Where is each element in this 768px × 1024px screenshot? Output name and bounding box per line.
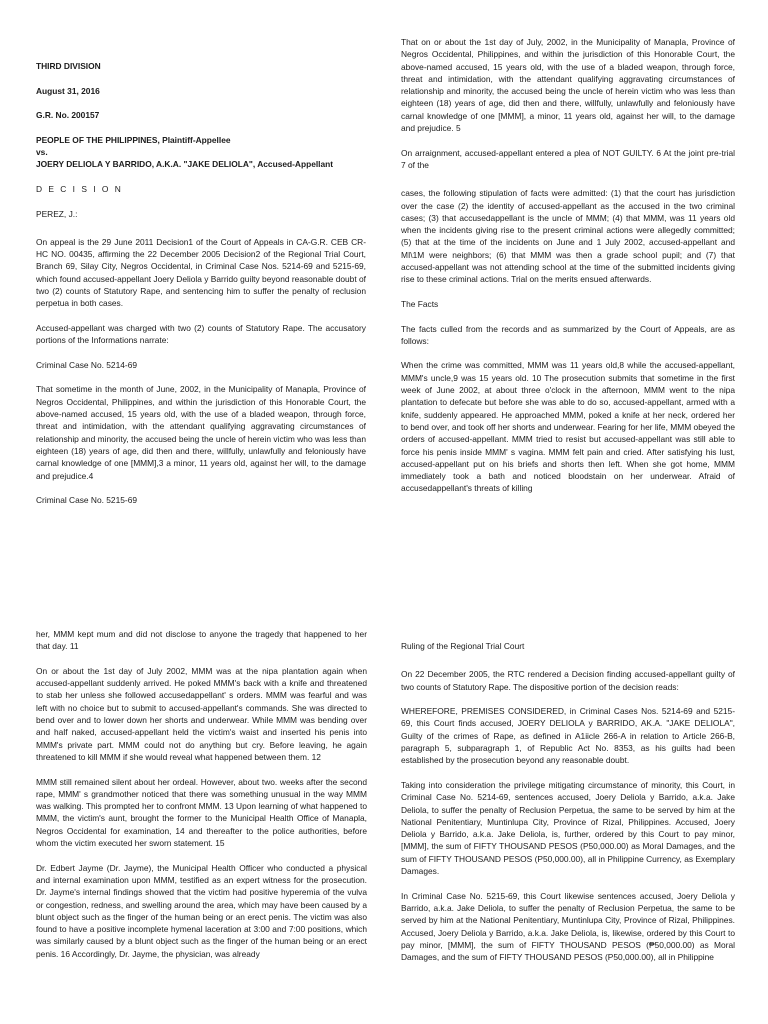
paragraph: That on or about the 1st day of July, 2002, in the Municipality of Manapla, Province of Negros Occidental, Philippines, and within the jurisdiction of this Honorable Court, the above-named accused, 15 years old, with the use of a bladed weapon, through force, threat and intimidation, with the attendant qualifying aggravating circumstances of relationship and minority, the accused being the uncle of herein victim who was less than eighteen (18) years of age, did then and there, willfully, unlawfully and feloniously have carnal knowledge of one [MMM], a minor, 11 years old, against her will, to the damage and prejudice. 5 xyxy=(401,37,735,134)
paragraph: WHEREFORE, PREMISES CONSIDERED, in Criminal Cases Nos. 5214-69 and 5215-69, this Court finds accused, JOERY DELIOLA y BARRIDO, AK.A. "JAKE DELIOLA", Guilty of the crimes of Rape, as defined in A1iicle 266-A in relation to Article 266-B, paragraph 5, subparagraph 1, of Republic Act No. 8353, as his guilts had been established by the prosecution beyond any reasonable doubt. xyxy=(401,706,735,766)
section-heading: Ruling of the Regional Trial Court xyxy=(401,641,525,651)
gr-number: G.R. No. 200157 xyxy=(36,110,100,121)
paragraph: On or about the 1st day of July 2002, MMM was at the nipa plantation again when accused-appellant suddenly arrived. He poked MMM's back with a knife and threatened to stab her unless she followed accusedappellant' s orders. MMM was fearful and was left with no choice but to submit to accused-appellant's commands. She was directed to bend over and to lower down her shorts and underwear. While MMM was bending over and half naked, accused-appellant held the victim's waist and inserted his penis into MMM's private part. MMM could not do anything but cry. Before leaving, he again threatened to kill MMM if she would reveal what happened between them. 12 xyxy=(36,665,367,762)
paragraph: The facts culled from the records and as summarized by the Court of Appeals, are as follows: xyxy=(401,323,735,346)
case-heading: Criminal Case No. 5214-69 xyxy=(36,359,138,370)
paragraph: When the crime was committed, MMM was 11 years old,8 while the accused-appellant, MMM's uncle,9 was 15 years old. 10 The prosecution submits that sometime in the first week of June 2002, at about three o'clock in the afternoon, MMM went to the nipa plantation to defecate but before she was able to do so, accused-appellant, armed with a knife, suddenly appeared. He approached MMM, poked a knife at her neck, ordered her to bend over, and took off her shorts and underwear. Fearing for her life, MMM obeyed the orders of accused-appellant. MMM tried to resist but accused-appellant was still able to force his penis inside MMM' s vagina. MMM felt pain and cried. After satisfying his lust, accused-appellant put on his briefs and shorts then left. When she got home, MMM immediately took a bath and noticed bloodstain on her underwear. Afraid of accusedappellant's threats of killing xyxy=(401,360,735,494)
division-label: THIRD DIVISION xyxy=(36,61,101,71)
case-header xyxy=(36,60,366,171)
page-bottom-left-column xyxy=(36,628,367,960)
decision-heading: D E C I S I O N xyxy=(36,183,123,194)
paragraph: On appeal is the 29 June 2011 Decision1 of the Court of Appeals in CA-G.R. CEB CR-HC NO. 00435, affirming the 22 December 2005 Decision2 of the Regional Trial Court, Branch 69, Silay City, Negros Occidental, in Criminal Case Nos. 5214-69 and 5215-69, which found accused-appellant Joery Deliola y Barrido guilty beyond reasonable doubt of two (2) counts of Statutory Rape, and sentencing him to suffer the penalty of reclusion perpetua in both cases. xyxy=(36,236,366,309)
decision-date: August 31, 2016 xyxy=(36,85,100,96)
page-bottom-right-column xyxy=(401,640,735,963)
section-heading: The Facts xyxy=(401,298,439,309)
paragraph: On arraignment, accused-appellant entered a plea of NOT GUILTY. 6 At the joint pre-trial 7 of the xyxy=(401,147,735,170)
paragraph: cases, the following stipulation of facts were admitted: (1) that the court has jurisdiction over the case (2) the identity of accused-appellant as the accused in the two criminal cases; (3) that accusedappellant is the uncle of MMM; (4) that MMM, was 11 years old when the incidents giving rise to the present criminal actions were allegedly committed; (5) that at the time of the incidents on June and 1 July 2002, accused-appellant and MI\1M were neighbors; (6) that MMM was then a grade school pupil; and (7) that accused-appellant was not attending school at the time of the submitted incidents giving rise to these criminal actions. Trial on the merits ensued afterwards. xyxy=(401,188,735,285)
page-top-right-column xyxy=(401,36,735,507)
accused-line: JOERY DELIOLA Y BARRIDO, A.K.A. "JAKE DELIOLA", Accused-Appellant xyxy=(36,159,334,170)
paragraph: That sometime in the month of June, 2002, in the Municipality of Manapla, Province of Negros Occidental, Philippines, and within the jurisdiction of this Honorable Court, the above-named accused, 15 years old, with the use of a bladed weapon, through force, threat and intimidation, with the attendant qualifying aggravating circumstances of relationship and minority, the accused being the uncle of herein victim who was less than eighteen (18) years of age, did then and there, willfully, unlawfully and feloniously have carnal knowledge of one [MMM],3 a minor, 11 years old, against her will, to the damage and prejudice.4 xyxy=(36,384,366,481)
paragraph: Accused-appellant was charged with two (2) counts of Statutory Rape. The accusatory portions of the Informations narrate: xyxy=(36,322,366,346)
case-heading: Criminal Case No. 5215-69 xyxy=(36,495,138,506)
versus-line: vs. xyxy=(36,147,48,158)
paragraph: her, MMM kept mum and did not disclose to anyone the tragedy that happened to her that day. 11 xyxy=(36,629,367,652)
paragraph: Taking into consideration the privilege mitigating circumstance of minority, this Court, in Criminal Case No. 5214-69, sentences accused, Joery Deliola y Barrido, a.k.a. Jake Deliola, to suffer the penalty of Reclusion Perpetua, the same to be served by him at the National Penitentiary, Muntinlupa City, Province of Rizal, Philippines. Accused, Joery Deliola y Barrido, a.k.a. Jake Deliola, is, further, ordered by this Court to pay minor, [MMM], the sum of FIFTY THOUSAND PESOS (P50,000.00) as Moral Damages, and the sum of FIFTY THOUSAND PESOS (P50,000.00), all in Philippine Currency, as Exemplary Damages. xyxy=(401,779,735,877)
paragraph: In Criminal Case No. 5215-69, this Court likewise sentences accused, Joery Deliola y Barrido, a.k.a. Jake Deliola, to suffer the penalty of Reclusion Perpetua, the same to be served by him at the National Penitentiary, Muntinlupa City, Province of Rizal, Philippines. Accused, Joery Deliola y Barrido, a.k.a. Jake Deliola, is, likewise, ordered by this Court to pay minor, [MMM], the sum of FIFTY THOUSAND PESOS (₱50,000.00) as Moral Damages, and the sum of FIFTY THOUSAND PESOS (P50,000.00), all in Philippine xyxy=(401,890,735,963)
paragraph: MMM still remained silent about her ordeal. However, about two. weeks after the second rape, MMM' s grandmother noticed that there was something unusual in the way MMM was walking. This prompted her to confront MMM. 13 Upon learning of what happened to MMM, the victim's aunt, brought the former to the Municipal Health Office of Manapla, Negros Occidental for examination, 14 and thereafter to the police authorities, before whom the victim executed her sworn statement. 15 xyxy=(36,776,367,849)
page-top-left-column xyxy=(36,60,366,519)
plaintiff-line: PEOPLE OF THE PHILIPPINES, Plaintiff-Appellee xyxy=(36,134,231,145)
paragraph: On 22 December 2005, the RTC rendered a Decision finding accused-appellant guilty of two counts of Statutory Rape. The dispositive portion of the decision reads: xyxy=(401,669,735,692)
ponente: PEREZ, J.: xyxy=(36,208,78,219)
paragraph: Dr. Edbert Jayme (Dr. Jayme), the Municipal Health Officer who conducted a physical and internal examination upon MMM, testified as an expert witness for the prosecution. Dr. Jayme's internal findings showed that the victim had positive hyperemia of the vulva or congestion, redness, and swelling around the area, which may have been caused by a blunt object such as the finger of the human being or an erect penis. The victim was also found to have a positive incomplete hymenal laceration at 3:00 and 7:00 positions, which was similarly caused by a blunt object such as the finger of the human being or an erect penis. 16 Accordingly, Dr. Jayme, the physician, was already xyxy=(36,862,367,959)
